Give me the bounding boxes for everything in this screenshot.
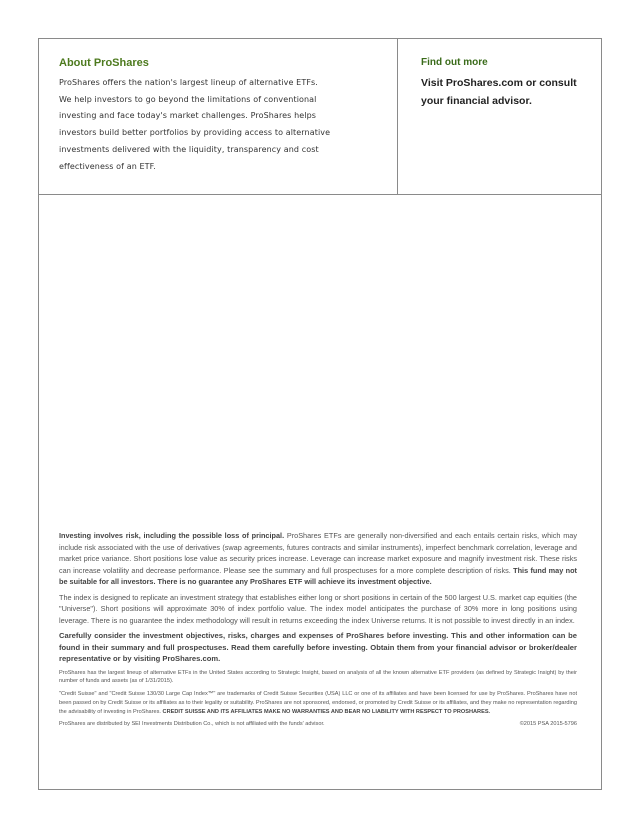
about-title: About ProShares [59, 57, 149, 69]
risk-body: ProShares ETFs are generally non-diversified and each entails certain risks, which may include risk associated with the use of derivatives (swap agreements, futures contracts and similar instruments), imperfect benchmark correlation, leverage and market price variance. Short positions lose value as security prices increase. Leverage can increase market exposure and magnify investment risk. These risks can increase volatility and decrease performance. Please see the summary and full prospectuses for a more complete description of risks. [59, 531, 577, 575]
header-panel [39, 39, 601, 195]
careful-paragraph: Carefully consider the investment objectives, risks, charges and expenses of ProShares before investing. This and other information can be found in their summary and full prospectuses. Read them carefully before investing. Obtain them from your financial advisor or broker/dealer representative or by visiting ProShares.com. [59, 631, 577, 663]
distributor-note: ProShares are distributed by SEI Investments Distribution Co., which is not affiliated with the funds' advisor. [59, 721, 325, 728]
trademark-body: "Credit Suisse" and "Credit Suisse 130/30 Large Cap Index™" are trademarks of Credit Suisse Securities (USA) LLC or one of its affiliates and have been licensed for use by ProShares. ProShares have not been passed on by Credit Suisse or its affiliates as to their legality or suitability. ProShares are not sponsored, endorsed, or promoted by Credit Suisse or its affiliates, and they make no representation regarding the advisability of investing in ProShares. [59, 691, 577, 715]
risk-tail: This fund may not be suitable for all investors. There is no guarantee any ProShares ETF will achieve its investment objective. [59, 565, 577, 586]
document-code: ©2015 PSA 2015-5796 [519, 721, 577, 728]
find-out-more-body [421, 74, 591, 110]
risk-lead: Investing involves risk, including the possible loss of principal. [59, 531, 285, 540]
lineup-paragraph: ProShares has the largest lineup of alternative ETFs in the United States according to Strategic Insight, based on analysis of all the known alternative ETF providers (as defined by Strategic Insight) by their number of funds and assets (as of 1/31/2015). [59, 669, 577, 685]
footer-row [59, 720, 577, 729]
about-line: effectiveness of an ETF. [59, 161, 156, 171]
document-frame [38, 38, 602, 790]
find-out-more-line: Visit ProShares.com or consult [421, 77, 577, 89]
index-paragraph: The index is designed to replicate an investment strategy that establishes either long or short positions in certain of the 500 largest U.S. market cap equities (the "Universe"). Short positions will approximate 30% of index portfolio value. The index model anticipates the purchase of 30% more in long positions using leverage. There is no guarantee the index methodology will result in returns exceeding the index Universe returns. It is not possible to invest directly in an index. [59, 592, 577, 625]
about-line: investors build better portfolios by providing access to alternative [59, 128, 331, 138]
about-section [59, 57, 389, 175]
trademark-bold: CREDIT SUISSE AND ITS AFFILIATES MAKE NO WARRANTIES AND BEAR NO LIABILITY WITH RESPECT TO PROSHARES. [161, 708, 491, 715]
find-out-more-line: your financial advisor. [421, 95, 532, 107]
trademark-paragraph [59, 690, 577, 716]
find-out-more-section [421, 57, 591, 110]
column-divider [397, 39, 398, 194]
disclosures [59, 530, 577, 729]
risk-paragraph [59, 530, 577, 588]
about-line: ProShares offers the nation's largest lineup of alternative ETFs. [59, 78, 318, 87]
find-out-more-title: Find out more [421, 57, 488, 68]
about-line: We help investors to go beyond the limitations of conventional [59, 94, 317, 104]
about-line: investing and face today's market challenges. ProShares helps [59, 111, 317, 121]
about-body [59, 75, 389, 175]
about-line: investments delivered with the liquidity, transparency and cost [59, 144, 319, 154]
